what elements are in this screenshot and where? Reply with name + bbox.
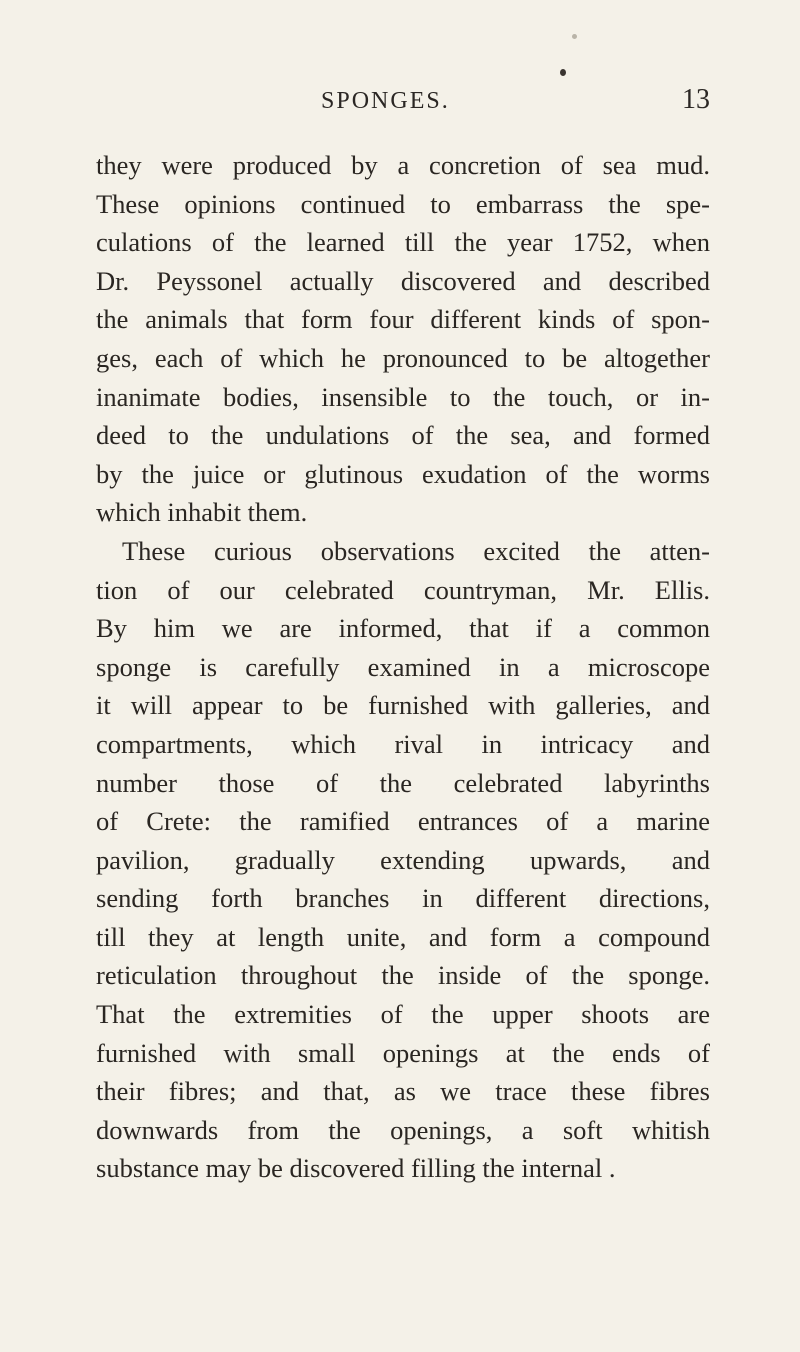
- text-line: it will appear to be furnished with galleries, and: [96, 690, 710, 721]
- text-line: ges, each of which he pronounced to be altogether: [96, 342, 710, 373]
- text-line: inanimate bodies, insensible to the touch, or in-: [96, 381, 710, 412]
- body-text: [96, 146, 710, 1188]
- text-line: Dr. Peyssonel actually discovered and described: [96, 265, 710, 296]
- text-line: deed to the undulations of the sea, and formed: [96, 420, 710, 451]
- text-line: pavilion, gradually extending upwards, and: [96, 844, 710, 875]
- text-line: tion of our celebrated countryman, Mr. Ellis.: [96, 574, 710, 605]
- page-number: 13: [682, 84, 710, 115]
- text-line: substance may be discovered filling the internal .: [96, 1153, 616, 1184]
- text-line: number those of the celebrated labyrinths: [96, 767, 710, 798]
- text-line: reticulation throughout the inside of the sponge.: [96, 960, 710, 991]
- text-line: which inhabit them.: [96, 497, 308, 528]
- text-line: of Crete: the ramified entrances of a marine: [96, 806, 710, 837]
- paper-speck: [572, 34, 577, 39]
- text-line: sponge is carefully examined in a microscope: [96, 651, 710, 682]
- text-line: till they at length unite, and form a compound: [96, 921, 710, 952]
- running-head: [96, 82, 710, 122]
- text-line: sending forth branches in different directions,: [96, 883, 710, 914]
- text-line: compartments, which rival in intricacy and: [96, 728, 710, 759]
- text-line: furnished with small openings at the ends of: [96, 1037, 710, 1068]
- text-line: by the juice or glutinous exudation of the worms: [96, 458, 710, 489]
- text-line: By him we are informed, that if a common: [96, 613, 710, 644]
- text-line: culations of the learned till the year 1752, when: [96, 227, 710, 258]
- text-line: That the extremities of the upper shoots are: [96, 999, 710, 1030]
- running-title: SPONGES.: [321, 88, 450, 114]
- text-line: the animals that form four different kinds of spon-: [96, 304, 710, 335]
- text-line: they were produced by a concretion of sea mud.: [96, 150, 710, 180]
- paragraph-first-line: These curious observations excited the atten-: [122, 535, 710, 566]
- text-line: downwards from the openings, a soft whitish: [96, 1114, 710, 1145]
- text-line: These opinions continued to embarrass the spe-: [96, 188, 710, 219]
- ink-speck: [560, 69, 566, 76]
- text-line: their fibres; and that, as we trace these fibres: [96, 1076, 710, 1107]
